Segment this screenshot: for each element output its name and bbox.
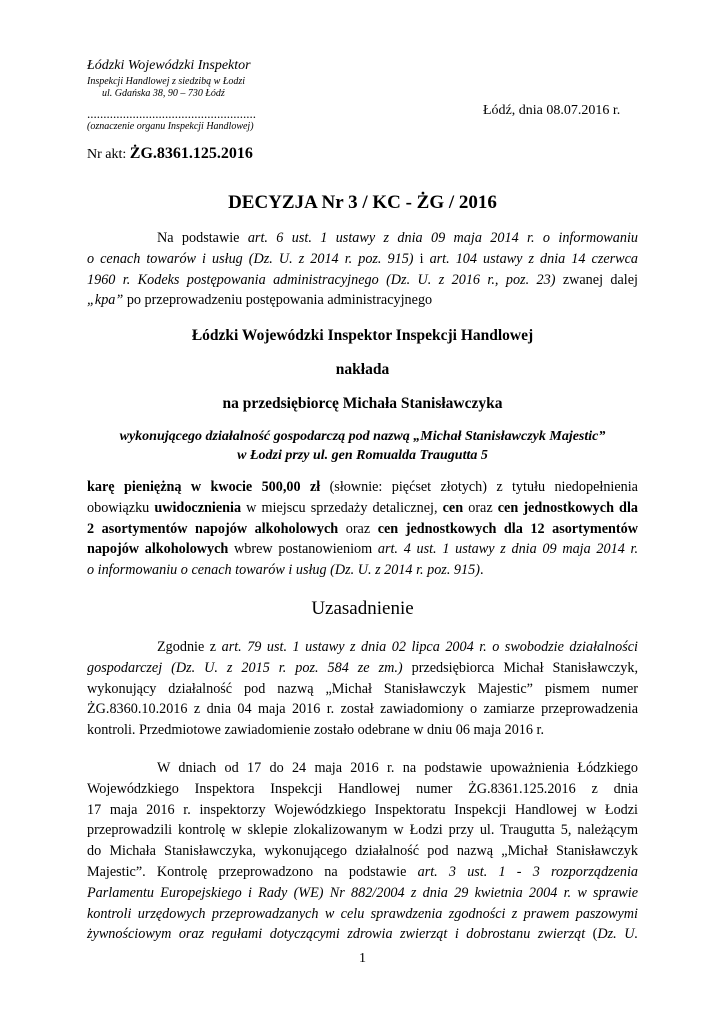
just2-line: Majestic”. Kontrolę przeprowadzono na podstawie art. 3 ust. 1 - 3 rozporządzenia [87,863,638,880]
authority-seat: Inspekcji Handlowej z siedzibą w Łodzi [87,76,246,87]
just1-line: Zgodnie z art. 79 ust. 1 ustawy z dnia 02 lipca 2004 r. o swobodzie działalności [157,639,639,655]
just2-line: W dniach od 17 do 24 maja 2016 r. na podstawie upoważnienia Łódzkiego [157,760,638,776]
justification-paragraph-2 [87,758,638,945]
just2-line: 17 maja 2016 r. inspektorzy Wojewódzkiego Inspektoratu Inspekcji Handlowej w Łodzi [87,801,638,818]
penalty-line: napojów alkoholowych wbrew postanowieniom art. 4 ust. 1 ustawy z dnia 09 maja 2014 r. [87,541,638,558]
dots-caption: (oznaczenie organu Inspekcji Handlowej) [87,121,254,132]
justification-heading: Uzasadnienie [311,598,414,619]
authority-address: ul. Gdańska 38, 90 – 730 Łódź [102,88,225,99]
penalty-line: obowiązku uwidocznienia w miejscu sprzedaży detalicznej, cen oraz cen jednostkowych dla [87,499,638,516]
intro-line: o cenach towarów i usług (Dz. U. z 2014 r. poz. 915) i art. 104 ustawy z dnia 14 czerwca [87,250,639,267]
justification-paragraph-1 [87,637,638,741]
act-label: Nr akt: [87,147,127,162]
authority-heading: Łódzki Wojewódzki Inspektor Inspekcji Handlowej [191,327,534,344]
penalty-line: 2 asortymentów napojów alkoholowych oraz cen jednostkowych dla 12 asortymentów [87,520,638,537]
act-number: ŻG.8361.125.2016 [129,145,253,162]
penalty-line: karę pieniężną w kwocie 500,00 zł (słownie: pięćset złotych) z tytułu niedopełnienia [87,479,638,495]
just1-line: wykonujący działalność pod nazwą „Michał Stanisławczyk Majestic” pismem numer [87,680,638,697]
page-number: 1 [359,951,366,966]
document-date: Łódź, dnia 08.07.2016 r. [483,103,621,118]
penalty-paragraph [87,477,638,581]
just2-line: kontroli urzędowych przeprowadzanych w celu sprawdzenia zgodności z prawem paszowymi [87,905,638,922]
just2-line: Wojewódzkiego Inspektora Inspekcji Handlowej numer ŻG.8361.125.2016 z dnia [87,780,638,797]
entrepreneur-heading: na przedsiębiorcę Michała Stanisławczyka [222,395,503,412]
imposes-heading: nakłada [335,361,390,378]
intro-line: „kpa” po przeprowadzeniu postępowania administracyjnego [87,292,433,309]
just2-line: do Michała Stanisławczyka, wykonującego działalność pod nazwą „Michał Stanisławczyk [87,843,638,860]
business-address-line: w Łodzi przy ul. gen Romualda Traugutta 5 [237,448,488,463]
act-number-line [87,145,253,163]
just2-line: Parlamentu Europejskiego i Rady (WE) Nr 882/2004 z dnia 29 kwietnia 2004 r. w sprawie [87,884,638,901]
just1-line: gospodarczej (Dz. U. z 2015 r. poz. 584 ze zm.) przedsiębiorca Michał Stanisławczyk, [87,659,639,676]
authority-name: Łódzki Wojewódzki Inspektor [87,58,251,73]
intro-line: Na podstawie art. 6 ust. 1 ustawy z dnia 09 maja 2014 r. o informowaniu [157,230,638,246]
just2-line: przeprowadzili kontrolę w sklepie zlokalizowanym w Łodzi przy ul. Traugutta 5, należącym [87,822,638,839]
business-name-line: wykonującego działalność gospodarczą pod nazwą „Michał Stanisławczyk Majestic” [119,429,606,444]
intro-paragraph [87,228,638,311]
penalty-line: o informowaniu o cenach towarów i usług (Dz. U. z 2014 r. poz. 915). [87,562,484,579]
signature-dots: .................................................... [87,106,256,121]
intro-line: 1960 r. Kodeks postępowania administracyjnego (Dz. U. z 2016 r., poz. 23) zwanej dalej [87,271,638,288]
just2-line: żywnościowym oraz regułami dotyczącymi zdrowia zwierząt i dobrostanu zwierząt (Dz. U. [87,926,638,943]
just1-line: ŻG.8360.10.2016 z dnia 04 maja 2016 r. został zawiadomiony o zamiarze przeprowadzenia [87,701,638,718]
just1-line: kontroli. Przedmiotowe zawiadomienie zostało odebrane w dniu 06 maja 2016 r. [87,722,545,739]
decision-title: DECYZJA Nr 3 / KC - ŻG / 2016 [228,192,497,213]
